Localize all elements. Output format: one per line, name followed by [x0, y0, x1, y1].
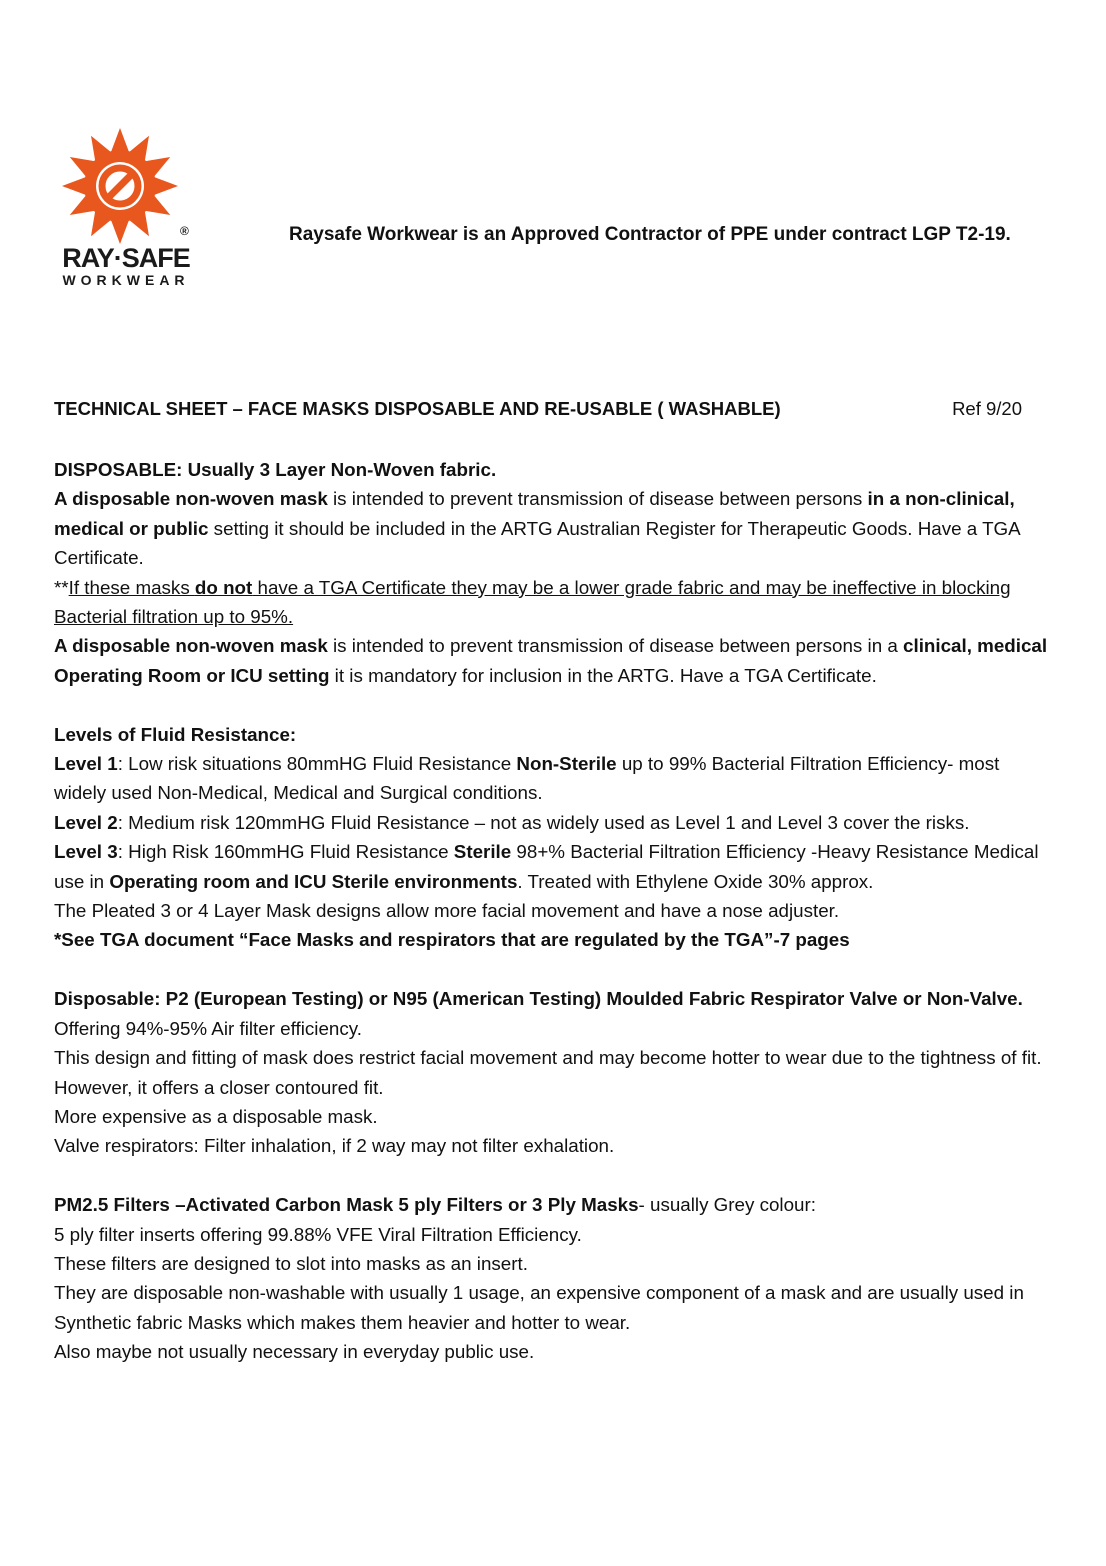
disposable-heading: DISPOSABLE: Usually 3 Layer Non-Woven fabric. — [54, 459, 497, 480]
logo-brand: RAY·SAFE — [62, 243, 190, 273]
raysafe-logo — [52, 128, 202, 298]
logo-subbrand: WORKWEAR — [62, 272, 190, 288]
pleated-note: The Pleated 3 or 4 Layer Mask designs allow more facial movement and have a nose adjuster. — [54, 900, 840, 922]
sheet-ref: Ref 9/20 — [952, 398, 1022, 419]
approved-contractor-statement: Raysafe Workwear is an Approved Contractor of PPE under contract LGP T2-19. — [289, 224, 1011, 245]
pm25-line: 5 ply filter inserts offering 99.88% VFE Viral Filtration Efficiency. — [54, 1223, 582, 1245]
disposable-paragraph-1: A disposable non-woven mask is intended to prevent transmission of disease between persons in a non-clinical, medical or public setting it should be included in the ARTG Australian Register for Therapeutic Goods. Have a TGA Certificate. — [54, 488, 1020, 569]
level-1: Level 1: Low risk situations 80mmHG Fluid Resistance Non-Sterile up to 99% Bacterial Filtration Efficiency- most widely used Non-Medical, Medical and Surgical conditions. — [54, 753, 1000, 804]
pm25-heading: PM2.5 Filters –Activated Carbon Mask 5 ply Filters or 3 Ply Masks- usually Grey colour: — [54, 1194, 816, 1216]
fluid-resistance-heading: Levels of Fluid Resistance: — [54, 723, 297, 745]
p2-n95-line: Offering 94%-95% Air filter efficiency. — [54, 1017, 362, 1039]
pm25-line: These filters are designed to slot into masks as an insert. — [54, 1252, 528, 1274]
p2-n95-line: Valve respirators: Filter inhalation, if 2 way may not filter exhalation. — [54, 1135, 615, 1157]
sheet-title: TECHNICAL SHEET – FACE MASKS DISPOSABLE AND RE-USABLE ( WASHABLE) — [54, 398, 781, 419]
level-3: Level 3: High Risk 160mmHG Fluid Resistance Sterile 98+% Bacterial Filtration Efficiency -Heavy Resistance Medical use in Operating room and ICU Sterile environments. Treated with Ethylene Oxide 30% approx. — [54, 841, 1039, 892]
pm25-line: They are disposable non-washable with usually 1 usage, an expensive component of a mask and are usually used in Synthetic fabric Masks which makes them heavier and hotter to wear. — [54, 1282, 1024, 1333]
p2-n95-line: This design and fitting of mask does restrict facial movement and may become hotter to wear due to the tightness of fit. However, it offers a closer contoured fit. — [54, 1047, 1042, 1098]
tga-document-note: *See TGA document “Face Masks and respirators that are regulated by the TGA”-7 pages — [54, 929, 850, 951]
pm25-line: Also maybe not usually necessary in everyday public use. — [54, 1341, 535, 1363]
document-body — [54, 455, 1054, 1367]
p2-n95-heading: Disposable: P2 (European Testing) or N95 (American Testing) Moulded Fabric Respirator Valve or Non-Valve. — [54, 988, 1023, 1010]
tga-warning: **If these masks do not have a TGA Certificate they may be a lower grade fabric and may be ineffective in blocking Bacterial filtration up to 95%. — [54, 576, 1011, 628]
logo-wordmark — [56, 244, 196, 288]
disposable-paragraph-2: A disposable non-woven mask is intended to prevent transmission of disease between persons in a clinical, medical Operating Room or ICU setting it is mandatory for inclusion in the ARTG. Have a TGA Certificate. — [54, 635, 1048, 686]
p2-n95-line: More expensive as a disposable mask. — [54, 1105, 378, 1127]
registered-mark: ® — [180, 224, 189, 238]
level-2: Level 2: Medium risk 120mmHG Fluid Resistance – not as widely used as Level 1 and Level 3 cover the risks. — [54, 811, 970, 833]
